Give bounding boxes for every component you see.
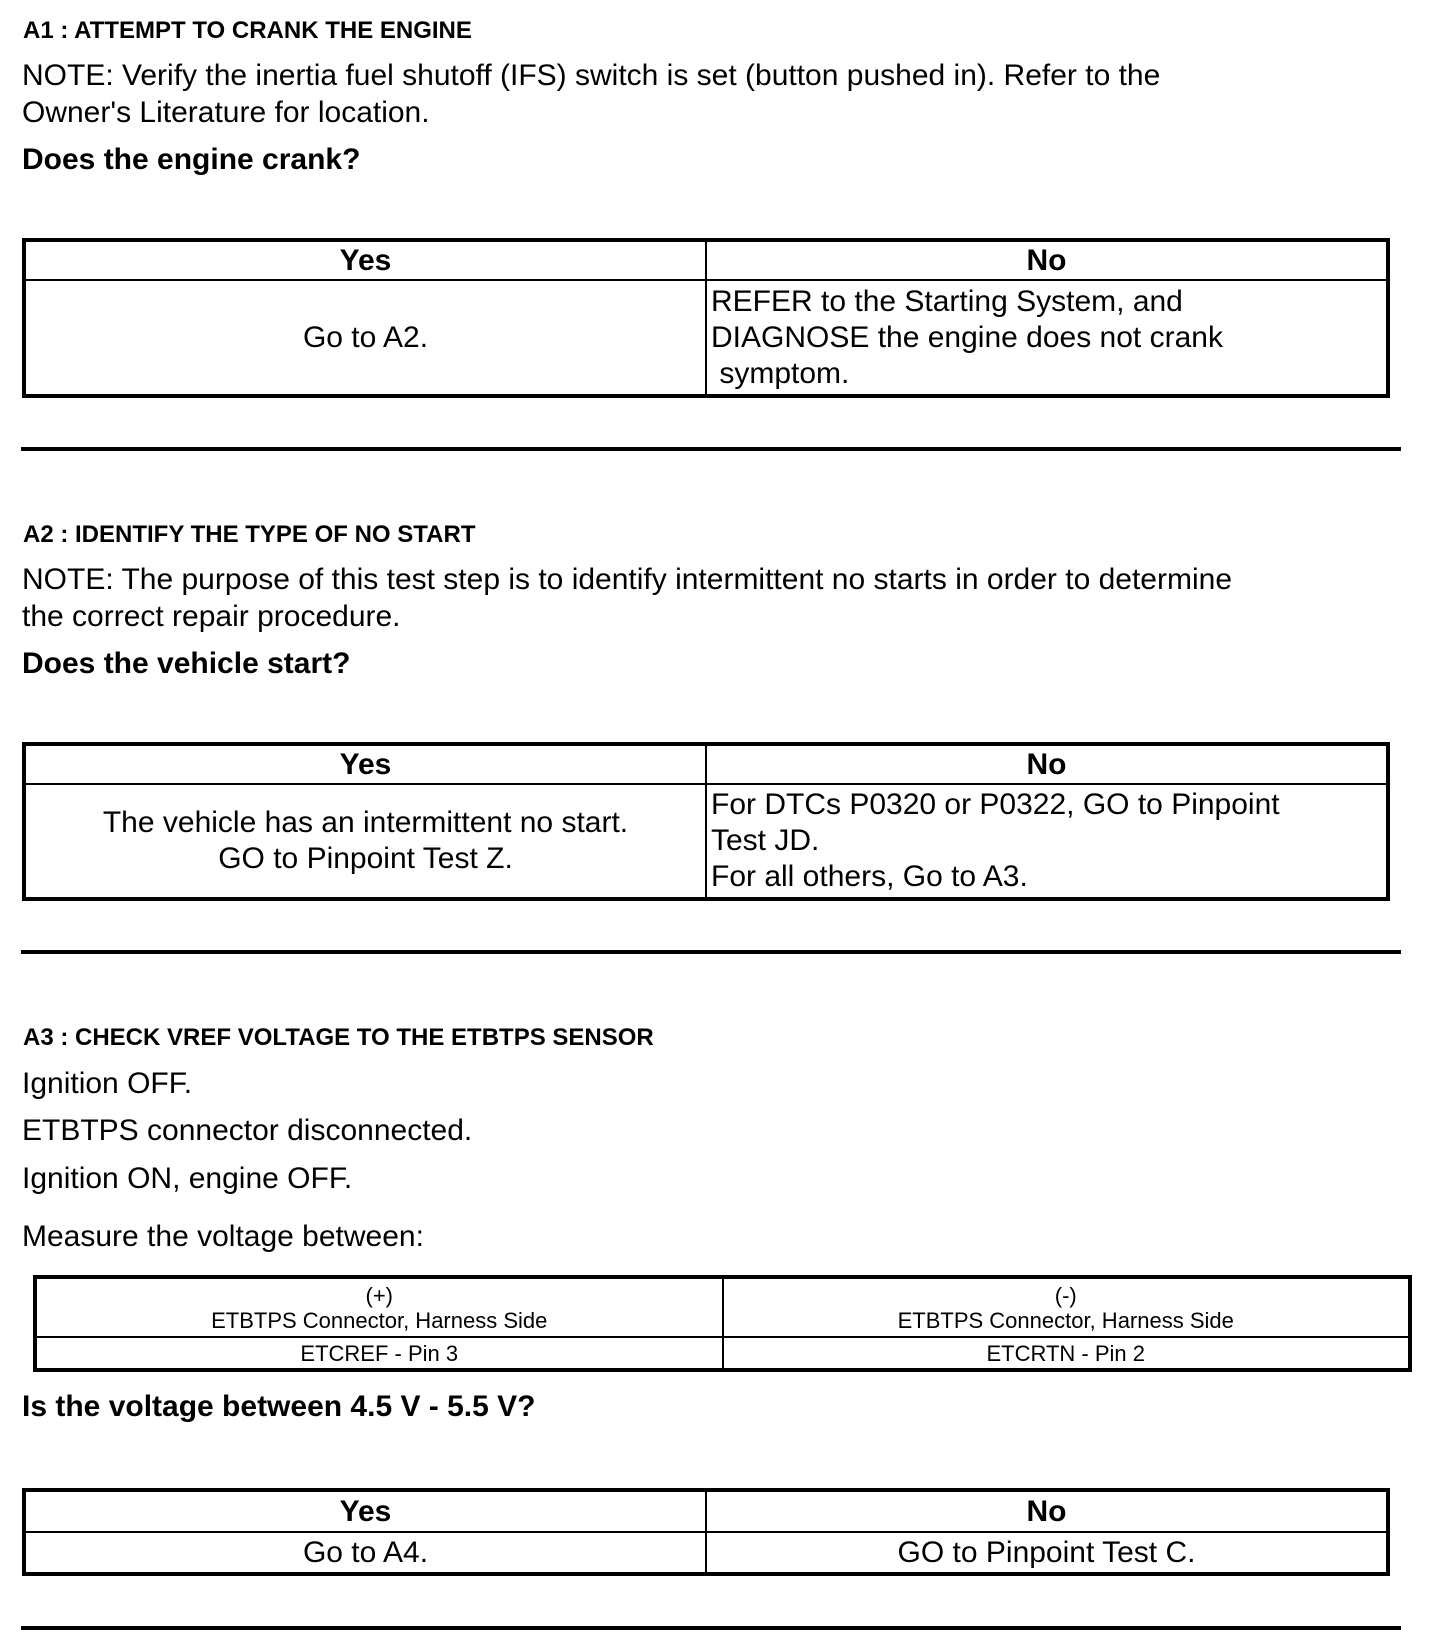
step-a3-step: ETBTPS connector disconnected. <box>22 1114 473 1147</box>
section-divider <box>21 950 1401 954</box>
negative-label: ETBTPS Connector, Harness Side <box>897 1307 1234 1333</box>
step-a2-note-line2: the correct repair procedure. <box>22 600 401 633</box>
step-a1-note-line2: Owner's Literature for location. <box>22 96 430 129</box>
no-line: For DTCs P0320 or P0322, GO to Pinpoint <box>711 788 1280 821</box>
positive-label: ETBTPS Connector, Harness Side <box>211 1307 548 1333</box>
negative-pin: ETCRTN - Pin 2 <box>723 1337 1411 1370</box>
step-a3-heading: A3 : CHECK VREF VOLTAGE TO THE ETBTPS SENSOR <box>23 1024 654 1051</box>
no-line: symptom. <box>711 356 850 390</box>
step-a3-question: Is the voltage between 4.5 V - 5.5 V? <box>22 1390 536 1423</box>
no-cell <box>706 784 1388 899</box>
step-a3-step: Ignition ON, engine OFF. <box>22 1162 353 1195</box>
positive-sign: (+) <box>365 1282 393 1308</box>
no-cell: GO to Pinpoint Test C. <box>706 1532 1388 1574</box>
yes-cell <box>24 784 706 899</box>
no-line: Test JD. <box>711 824 820 857</box>
measure-table <box>33 1275 1412 1372</box>
step-a3-measure-label: Measure the voltage between: <box>22 1220 424 1253</box>
step-a2-note-line1: NOTE: The purpose of this test step is to identify intermittent no starts in order to determine <box>22 563 1233 596</box>
yes-line: The vehicle has an intermittent no start. <box>102 806 629 839</box>
no-line: For all others, Go to A3. <box>711 860 1028 893</box>
step-a1-question: Does the engine crank? <box>22 143 361 176</box>
step-a2-answer-table <box>22 742 1390 901</box>
step-a3-answer-table <box>22 1488 1390 1576</box>
step-a1-note-line1: NOTE: Verify the inertia fuel shutoff (IFS) switch is set (button pushed in). Refer to the <box>22 59 1161 92</box>
positive-pin: ETCREF - Pin 3 <box>35 1337 723 1370</box>
yes-line: GO to Pinpoint Test Z. <box>218 842 513 875</box>
step-a3-step: Ignition OFF. <box>22 1067 193 1100</box>
yes-header: Yes <box>24 1490 706 1532</box>
yes-cell: Go to A4. <box>24 1532 706 1574</box>
no-cell <box>706 280 1388 396</box>
no-line: REFER to the Starting System, and <box>711 284 1183 318</box>
yes-header: Yes <box>24 240 706 280</box>
negative-sign: (-) <box>1054 1282 1077 1308</box>
yes-header: Yes <box>24 744 706 784</box>
section-divider <box>21 447 1401 451</box>
positive-probe-cell <box>35 1277 723 1337</box>
step-a1-heading: A1 : ATTEMPT TO CRANK THE ENGINE <box>23 17 472 44</box>
yes-cell: Go to A2. <box>24 280 706 396</box>
step-a2-heading: A2 : IDENTIFY THE TYPE OF NO START <box>23 521 476 548</box>
step-a2-question: Does the vehicle start? <box>22 647 351 680</box>
no-header: No <box>706 240 1388 280</box>
section-divider <box>21 1626 1401 1630</box>
no-header: No <box>706 744 1388 784</box>
negative-probe-cell <box>723 1277 1411 1337</box>
no-header: No <box>706 1490 1388 1532</box>
no-line: DIAGNOSE the engine does not crank <box>711 320 1223 354</box>
step-a1-answer-table <box>22 238 1390 398</box>
